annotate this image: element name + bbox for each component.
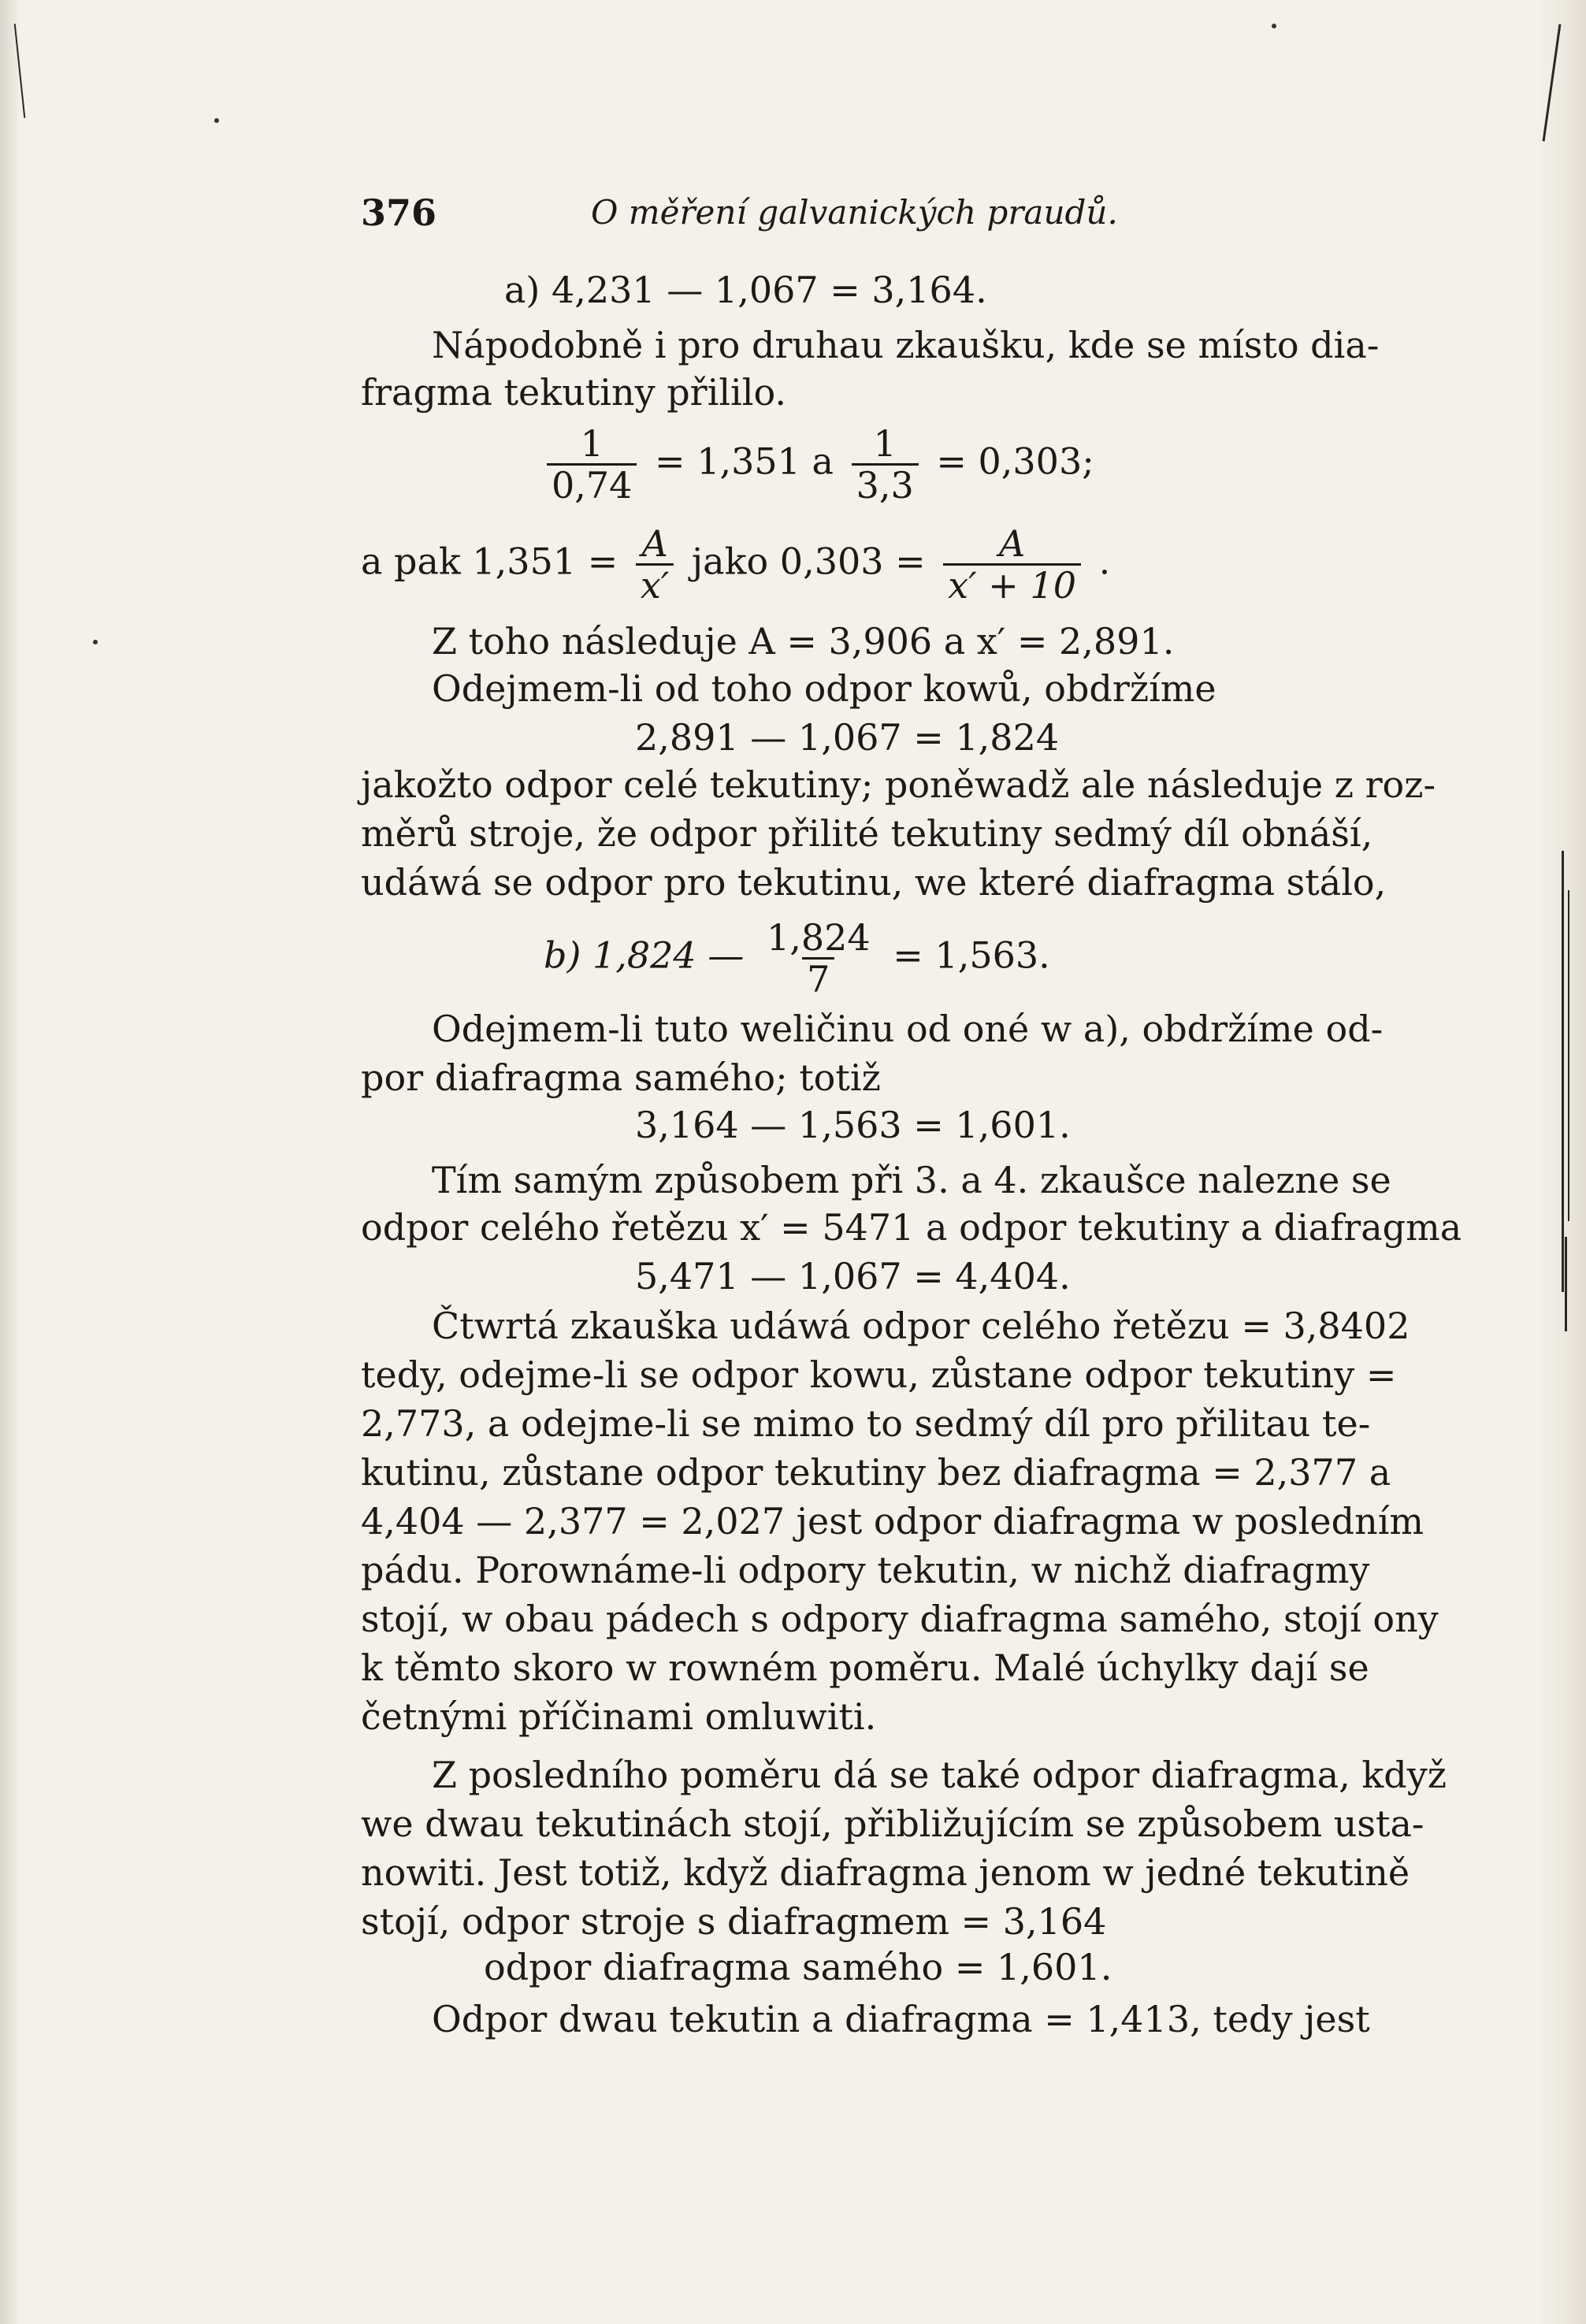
- fraction: [943, 524, 1081, 605]
- equation-b: [544, 918, 1050, 999]
- equation-text: jako 0,303 =: [691, 540, 926, 583]
- equation-text: a pak 1,351 =: [361, 540, 618, 583]
- equation-3164: 3,164 — 1,563 = 1,601.: [635, 1104, 1071, 1146]
- paragraph-line: Nápodobně i pro druhau zkaušku, kde se místo dia-: [432, 324, 1380, 366]
- equation-text: .: [1098, 540, 1111, 583]
- denominator: x′: [636, 563, 674, 605]
- paragraph-line: stojí, odpor stroje s diafragmem = 3,164: [361, 1900, 1107, 1943]
- paragraph-line: odpor celého řetězu x′ = 5471 a odpor tekutiny a diafragma: [361, 1206, 1462, 1249]
- paragraph-line: Tím samým způsobem při 3. a 4. zkaušce nalezne se: [432, 1159, 1391, 1201]
- paragraph-line: Odpor dwau tekutin a diafragma = 1,413, tedy jest: [432, 1998, 1370, 2040]
- paragraph-line: we dwau tekutinách stojí, přibližujícím se způsobem usta-: [361, 1802, 1424, 1845]
- ink-speck: [93, 640, 98, 644]
- paragraph-line: nowiti. Jest totiž, když diafragma jenom w jedné tekutině: [361, 1851, 1410, 1894]
- equation-a: a) 4,231 — 1,067 = 3,164.: [504, 269, 987, 311]
- denominator: 0,74: [547, 463, 637, 505]
- running-head: [361, 191, 1316, 239]
- fraction: [762, 918, 875, 999]
- paragraph-line: udáwá se odpor pro tekutinu, we které diafragma stálo,: [361, 861, 1387, 904]
- denominator: 7: [802, 957, 834, 999]
- paragraph-line: 2,773, a odejme-li se mimo to sedmý díl pro přilitau te-: [361, 1402, 1371, 1445]
- paragraph-line: kutinu, zůstane odpor tekutiny bez diafragma = 2,377 a: [361, 1451, 1391, 1494]
- paragraph-line: Z toho následuje A = 3,906 a x′ = 2,891.: [432, 620, 1175, 663]
- equation-apak: [361, 524, 1110, 605]
- paragraph-line: fragma tekutiny přililo.: [361, 371, 786, 414]
- page-number: 376: [361, 191, 437, 234]
- denominator: x′ + 10: [943, 563, 1081, 605]
- numerator: 1: [873, 422, 897, 465]
- fraction: [547, 424, 637, 505]
- numerator: A: [999, 522, 1026, 565]
- equation-text: = 1,563.: [893, 934, 1050, 977]
- paragraph-line: tedy, odejme-li se odpor kowu, zůstane odpor tekutiny =: [361, 1353, 1397, 1396]
- fraction: [636, 524, 674, 605]
- paragraph-line: Z posledního poměru dá se také odpor diafragma, když: [432, 1754, 1447, 1796]
- ink-speck: [1272, 24, 1276, 28]
- equation-text: b) 1,824 —: [544, 934, 745, 977]
- equation-odpor-diafragma: odpor diafragma samého = 1,601.: [484, 1946, 1112, 1988]
- paragraph-line: Odejmem-li od toho odpor kowů, obdržíme: [432, 667, 1216, 710]
- equation-fractions: [540, 424, 1094, 505]
- ink-speck: [214, 118, 219, 123]
- numerator: A: [641, 522, 668, 565]
- paragraph-line: četnými příčinami omluwiti.: [361, 1695, 877, 1738]
- equation-5471: 5,471 — 1,067 = 4,404.: [635, 1255, 1071, 1298]
- binding-mark-middle: [1562, 851, 1564, 1292]
- paragraph-line: por diafragma samého; totiž: [361, 1056, 881, 1099]
- binding-mark-middle-2: [1568, 890, 1569, 1221]
- denominator: 3,3: [852, 463, 919, 505]
- numerator: 1,824: [766, 916, 871, 959]
- equation-text: = 0,303;: [936, 440, 1094, 483]
- equation-text: = 1,351 a: [655, 440, 834, 483]
- paragraph-line: pádu. Porownáme-li odpory tekutin, w nichž diafragmy: [361, 1549, 1370, 1591]
- paragraph-line: Odejmem-li tuto weličinu od oné w a), obdržíme od-: [432, 1008, 1384, 1050]
- paragraph-line: stojí, w obau pádech s odpory diafragma samého, stojí ony: [361, 1598, 1439, 1640]
- equation-2891: 2,891 — 1,067 = 1,824: [635, 716, 1060, 759]
- paragraph-line: měrů stroje, že odpor přilité tekutiny sedmý díl obnáší,: [361, 812, 1373, 855]
- fraction: [852, 424, 919, 505]
- numerator: 1: [580, 422, 604, 465]
- paragraph-line: Čtwrtá zkauška udáwá odpor celého řetězu = 3,8402: [432, 1305, 1410, 1347]
- paragraph-line: jakožto odpor celé tekutiny; poněwadž ale následuje z roz-: [361, 763, 1436, 806]
- paragraph-line: k těmto skoro w rowném poměru. Malé úchylky dají se: [361, 1646, 1369, 1689]
- header-title: O měření galvanických praudů.: [591, 193, 1118, 232]
- page-left-edge-shadow: [0, 0, 20, 2324]
- paragraph-line: 4,404 — 2,377 = 2,027 jest odpor diafragma w posledním: [361, 1500, 1424, 1543]
- binding-mark-lower: [1565, 1237, 1567, 1331]
